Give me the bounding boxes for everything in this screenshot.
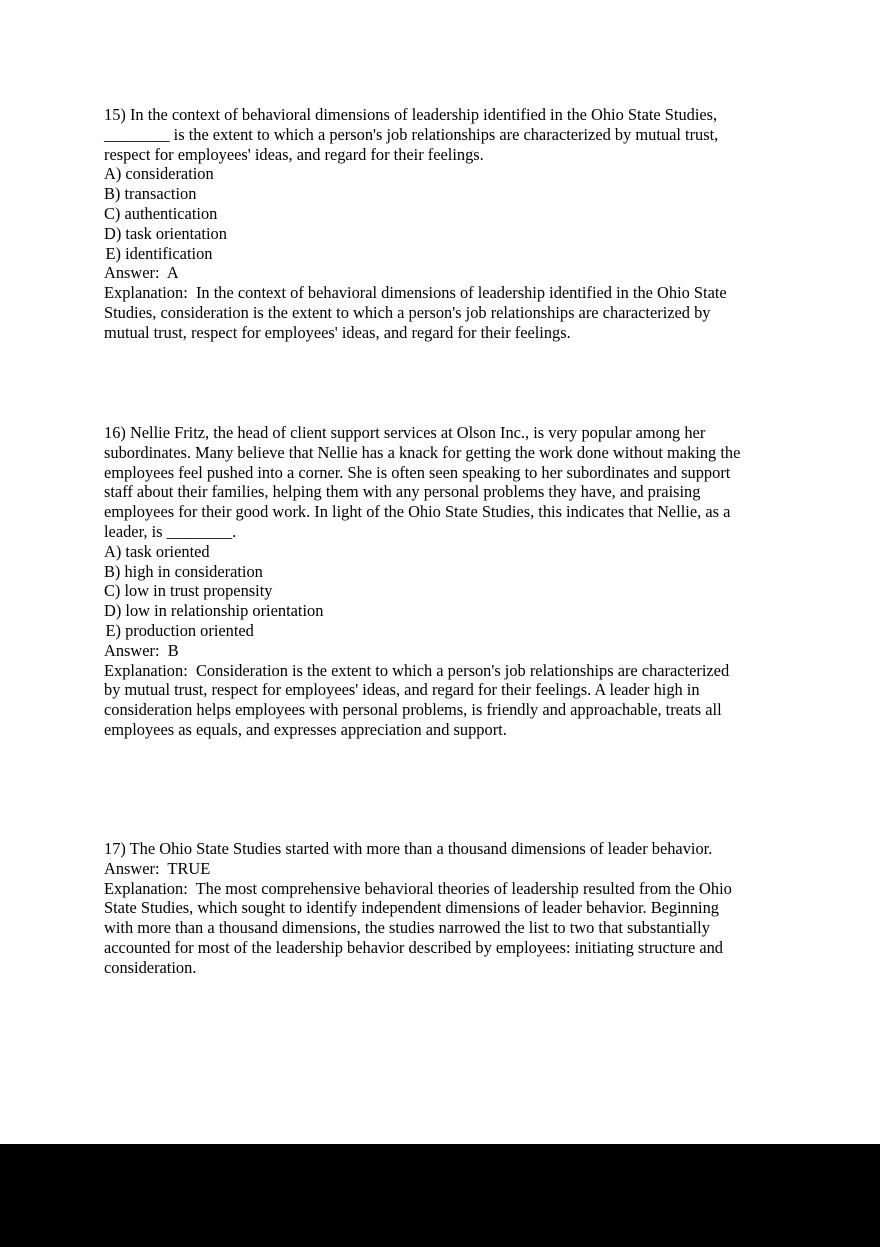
answer-key: Answer: B xyxy=(104,640,179,660)
question-stem-line: 17) The Ohio State Studies started with more than a thousand dimensions of leader behavior. xyxy=(104,839,713,858)
answer-option-a: A) task oriented xyxy=(104,541,210,561)
question-15 xyxy=(104,105,784,343)
explanation-line: consideration helps employees with personal problems, is friendly and approachable, treats all xyxy=(104,700,722,720)
bottom-black-bar xyxy=(0,1144,880,1247)
explanation-line: Explanation: In the context of behavioral dimensions of leadership identified in the Ohio State xyxy=(104,283,727,303)
answer-option-d: D) low in relationship orientation xyxy=(104,601,324,621)
question-stem-line: leader, is ________. xyxy=(104,521,237,541)
answer-option-b: B) high in consideration xyxy=(104,561,263,581)
question-stem-line: employees for their good work. In light of the Ohio State Studies, this indicates that Nellie, as a xyxy=(104,502,731,522)
question-stem-line: 15) In the context of behavioral dimensions of leadership identified in the Ohio State Studies, xyxy=(104,105,718,124)
question-stem-line: 16) Nellie Fritz, the head of client support services at Olson Inc., is very popular among her xyxy=(104,423,706,442)
explanation-line: Studies, consideration is the extent to which a person's job relationships are characterized by xyxy=(104,302,711,322)
answer-option-c: C) low in trust propensity xyxy=(104,581,273,601)
explanation-line: mutual trust, respect for employees' ideas, and regard for their feelings. xyxy=(104,322,571,342)
explanation-line: Explanation: The most comprehensive behavioral theories of leadership resulted from the Ohio xyxy=(104,878,732,898)
answer-key: Answer: A xyxy=(104,263,179,283)
answer-option-e: E) production oriented xyxy=(105,620,254,640)
explanation-line: accounted for most of the leadership behavior described by employees: initiating structure and xyxy=(104,937,724,957)
answer-key: Answer: TRUE xyxy=(104,858,211,878)
explanation-line: State Studies, which sought to identify independent dimensions of leader behavior. Beginning xyxy=(104,898,720,918)
question-stem-line: staff about their families, helping them with any personal problems they have, and praising xyxy=(104,482,701,502)
question-stem-line: respect for employees' ideas, and regard for their feelings. xyxy=(104,144,484,164)
question-16 xyxy=(104,423,784,740)
explanation-line: with more than a thousand dimensions, the studies narrowed the list to two that substantially xyxy=(104,918,710,938)
answer-option-e: E) identification xyxy=(105,243,213,263)
answer-option-c: C) authentication xyxy=(104,203,218,223)
explanation-line: employees as equals, and expresses appreciation and support. xyxy=(104,719,507,739)
answer-option-a: A) consideration xyxy=(104,164,214,184)
explanation-line: Explanation: Consideration is the extent to which a person's job relationships are characterized xyxy=(104,660,730,680)
question-stem-line: ________ is the extent to which a person's job relationships are characterized by mutual trust, xyxy=(104,124,719,144)
answer-option-b: B) transaction xyxy=(104,184,197,204)
explanation-line: consideration. xyxy=(104,957,197,977)
answer-option-d: D) task orientation xyxy=(104,223,227,243)
explanation-line: by mutual trust, respect for employees' ideas, and regard for their feelings. A leader high in xyxy=(104,680,700,700)
question-stem-line: subordinates. Many believe that Nellie has a knack for getting the work done without making the xyxy=(104,442,741,462)
question-17 xyxy=(104,839,784,978)
question-stem-line: employees feel pushed into a corner. She is often seen speaking to her subordinates and support xyxy=(104,462,731,482)
